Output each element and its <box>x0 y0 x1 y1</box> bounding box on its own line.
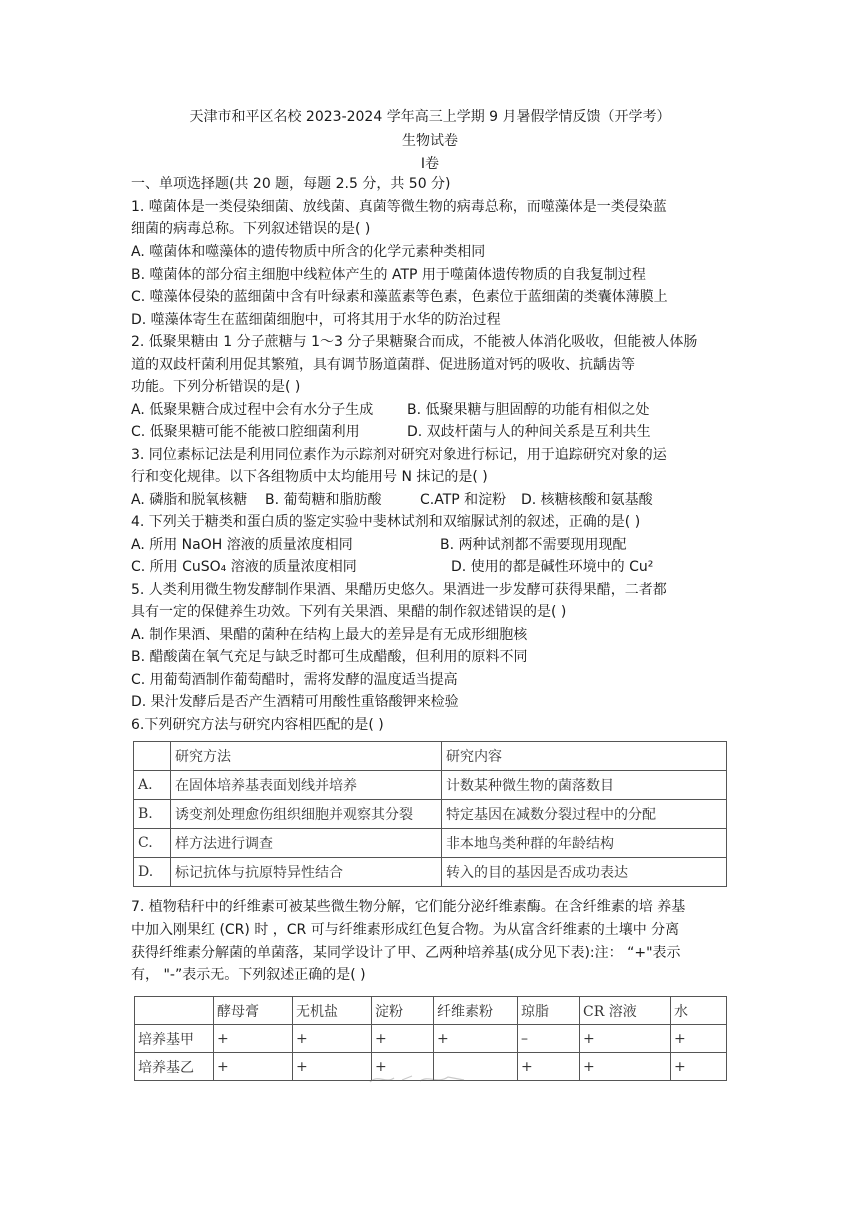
table-header-cell: 无机盐 <box>293 997 372 1025</box>
exam-subject: 生物试卷 <box>402 133 458 149</box>
row-label: C. <box>134 829 171 858</box>
table-header-row <box>134 742 727 771</box>
q5-option-c: C. 用葡萄酒制作葡萄醋时，需将发酵的温度适当提高 <box>131 672 458 688</box>
row-label: 培养基甲 <box>135 1025 214 1053</box>
table-cell: 转入的目的基因是否成功表达 <box>442 858 727 887</box>
table-cell <box>134 742 171 771</box>
q3-option-b: B. 葡萄糖和脂肪酸 <box>265 492 382 508</box>
table-row <box>134 829 727 858</box>
q1-option-c: C. 噬藻体侵染的蓝细菌中含有叶绿素和藻蓝素等色素，色素位于蓝细菌的类囊体薄膜上 <box>131 289 668 305</box>
q4-stem: 4. 下列关于糖类和蛋白质的鉴定实验中斐林试剂和双缩脲试剂的叙述，正确的是( ) <box>131 514 641 530</box>
table-header-cell: CR 溶液 <box>580 997 671 1025</box>
table-cell: + <box>372 1025 434 1053</box>
row-label: 培养基乙 <box>135 1053 214 1081</box>
q6-table <box>133 741 727 887</box>
q6-stem: 6.下列研究方法与研究内容相匹配的是( ) <box>131 717 384 733</box>
table-row <box>135 1025 727 1053</box>
q5-option-a: A. 制作果酒、果醋的菌种在结构上最大的差异是有无成形细胞核 <box>131 627 528 643</box>
q2-stem-line3: 功能。下列分析错误的是( ) <box>131 379 301 395</box>
q2-stem-line2: 道的双歧杆菌利用促其繁殖，具有调节肠道菌群、促进肠道对钙的吸收、抗龋齿等 <box>131 357 635 373</box>
table-cell: 诱变剂处理愈伤组织细胞并观察其分裂 <box>171 800 442 829</box>
table-cell: 计数某种微生物的菌落数目 <box>442 771 727 800</box>
table-header-cell: 淀粉 <box>372 997 434 1025</box>
table-cell: 在固体培养基表面划线并培养 <box>171 771 442 800</box>
table-cell: 特定基因在减数分裂过程中的分配 <box>442 800 727 829</box>
table-cell: + <box>671 1053 727 1081</box>
table-cell: – <box>518 1025 580 1053</box>
table-cell: + <box>434 1025 518 1053</box>
table-cell: + <box>214 1053 293 1081</box>
q7-stem-line1: 7. 植物秸秆中的纤维素可被某些微生物分解，它们能分泌纤维素酶。在含纤维素的培 养基 <box>131 899 686 915</box>
table-cell: + <box>518 1053 580 1081</box>
q5-stem-line2: 具有一定的保健养生功效。下列有关果酒、果醋的制作叙述错误的是( ) <box>131 604 567 620</box>
q1-option-a: A. 噬菌体和噬藻体的遗传物质中所含的化学元素种类相同 <box>131 244 486 260</box>
q5-stem-line1: 5. 人类利用微生物发酵制作果酒、果醋历史悠久。果酒进一步发酵可获得果醋，二者都 <box>131 582 667 598</box>
table-cell: + <box>214 1025 293 1053</box>
q1-stem-line1: 1. 噬菌体是一类侵染细菌、放线菌、真菌等微生物的病毒总称，而噬藻体是一类侵染蓝 <box>131 199 667 215</box>
table-row <box>134 771 727 800</box>
table-cell: 标记抗体与抗原特异性结合 <box>171 858 442 887</box>
q5-option-d: D. 果汁发酵后是否产生酒精可用酸性重铬酸钾来检验 <box>131 694 459 710</box>
q7-stem-line4: 有， "-”表示无。下列叙述正确的是( ) <box>131 967 366 983</box>
table-header-cell <box>135 997 214 1025</box>
table-cell: + <box>580 1053 671 1081</box>
q1-option-b: B. 噬菌体的部分宿主细胞中线粒体产生的 ATP 用于噬菌体遗传物质的自我复制过程 <box>131 267 646 283</box>
table-cell: + <box>580 1025 671 1053</box>
q4-option-d: D. 使用的都是碱性环境中的 Cu² <box>451 559 654 575</box>
table-cell: + <box>293 1025 372 1053</box>
q4-option-b: B. 两种试剂都不需要现用现配 <box>440 537 627 553</box>
table-header-cell: 研究方法 <box>171 742 442 771</box>
q5-option-b: B. 醋酸菌在氧气充足与缺乏时都可生成醋酸，但利用的原料不同 <box>131 649 528 665</box>
q2-option-d: D. 双歧杆菌与人的种间关系是互利共生 <box>407 424 651 440</box>
q2-option-b: B. 低聚果糖与胆固醇的功能有相似之处 <box>407 402 650 418</box>
table-header-cell: 水 <box>671 997 727 1025</box>
section-heading: 一、单项选择题(共 20 题，每题 2.5 分，共 50 分) <box>131 176 451 192</box>
q7-stem-line2: 中加入刚果红 (CR) 时 ，CR 可与纤维素形成红色复合物。为从富含纤维素的土壤中 分离 <box>131 922 680 938</box>
table-row <box>134 858 727 887</box>
q3-stem-line1: 3. 同位素标记法是利用同位素作为示踪剂对研究对象进行标记，用于追踪研究对象的运 <box>131 447 667 463</box>
row-label: B. <box>134 800 171 829</box>
table-row <box>134 800 727 829</box>
row-label: A. <box>134 771 171 800</box>
q3-option-a: A. 磷脂和脱氧核糖 <box>131 492 248 508</box>
exam-volume: Ⅰ卷 <box>420 156 440 172</box>
q2-option-a: A. 低聚果糖合成过程中会有水分子生成 <box>131 402 374 418</box>
handwriting-mark <box>368 1072 468 1086</box>
table-cell: 样方法进行调查 <box>171 829 442 858</box>
table-cell: 非本地鸟类种群的年龄结构 <box>442 829 727 858</box>
q1-option-d: D. 噬藻体寄生在蓝细菌细胞中，可将其用于水华的防治过程 <box>131 312 501 328</box>
q2-option-c: C. 低聚果糖可能不能被口腔细菌利用 <box>131 424 360 440</box>
q3-option-d: D. 核糖核酸和氨基酸 <box>521 492 653 508</box>
q3-stem-line2: 行和变化规律。以下各组物质中太均能用号 N 抹记的是( ) <box>131 469 488 485</box>
q1-stem-line2: 细菌的病毒总称。下列叙述错误的是( ) <box>131 221 371 237</box>
exam-title: 天津市和平区名校 2023-2024 学年高三上学期 9 月暑假学情反馈（开学考） <box>189 109 671 125</box>
q7-stem-line3: 获得纤维素分解菌的单菌落，某同学设计了甲、乙两种培养基(成分见下表):注： “+"表示 <box>131 945 681 961</box>
table-header-row <box>135 997 727 1025</box>
table-header-cell: 纤维素粉 <box>434 997 518 1025</box>
table-header-cell: 酵母膏 <box>214 997 293 1025</box>
q4-option-a: A. 所用 NaOH 溶液的质量浓度相同 <box>131 537 353 553</box>
q3-option-c: C.ATP 和淀粉 <box>420 492 507 508</box>
q7-table <box>134 996 727 1081</box>
q2-stem-line1: 2. 低聚果糖由 1 分子蔗糖与 1～3 分子果糖聚合而成，不能被人体消化吸收，但能被人体肠 <box>131 334 698 350</box>
table-header-cell: 研究内容 <box>442 742 727 771</box>
table-cell: + <box>372 1053 434 1081</box>
q4-option-c: C. 所用 CuSO₄ 溶液的质量浓度相同 <box>131 559 357 575</box>
table-cell: + <box>293 1053 372 1081</box>
row-label: D. <box>134 858 171 887</box>
table-cell: + <box>671 1025 727 1053</box>
table-header-cell: 琼脂 <box>518 997 580 1025</box>
